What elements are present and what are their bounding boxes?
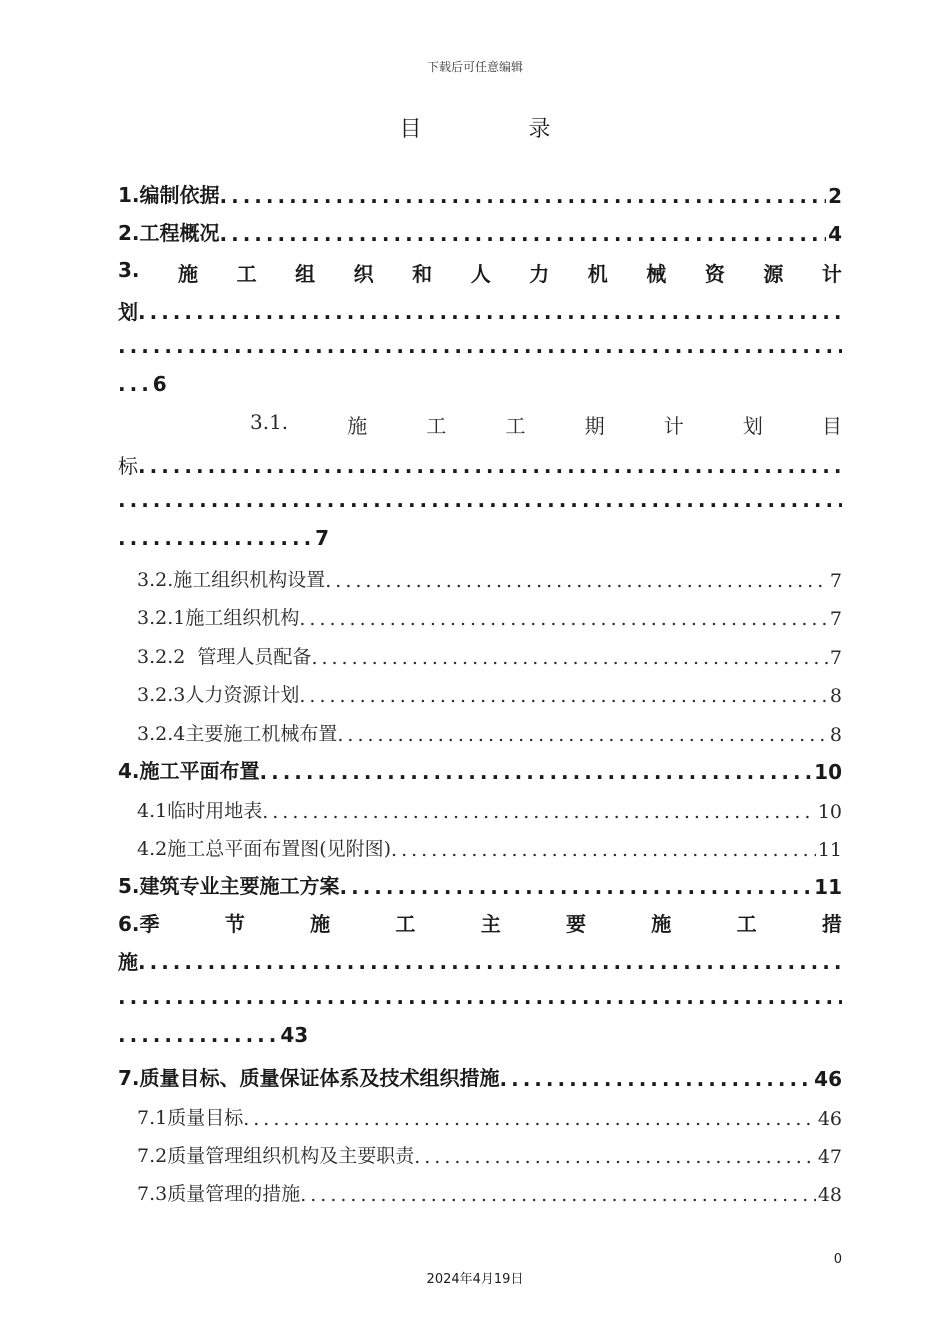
toc-entry-page: 46 <box>817 1108 842 1130</box>
toc-entry-word: 机 <box>587 262 608 286</box>
toc-entry-label: 3.2.2 管理人员配备 <box>137 646 312 668</box>
footer-date: 2024年4月19日 <box>426 1272 524 1287</box>
toc-entry-1[interactable] <box>118 178 842 208</box>
toc-entry-word: 力 <box>529 262 550 286</box>
toc-entry-3-1-line2 <box>118 450 842 480</box>
toc-entry-3-2-2[interactable] <box>118 639 842 669</box>
dot-leader <box>340 875 813 899</box>
toc-entry-word: 工 <box>236 262 257 286</box>
toc-entry-label: 3.2.3人力资源计划 <box>137 684 300 706</box>
toc-entry-word: 措 <box>821 912 842 936</box>
toc-entry-word: 工 <box>736 912 757 936</box>
toc-entry-prefix: 6.季 <box>118 912 160 936</box>
toc-entry-5[interactable] <box>118 869 842 899</box>
toc-entry-3-2-3[interactable] <box>118 677 842 707</box>
toc-entry-word: 和 <box>412 262 433 286</box>
toc-entry-page: 7 <box>829 570 842 592</box>
toc-entry-4[interactable] <box>118 754 842 784</box>
toc-entry-word: 节 <box>224 912 245 936</box>
dot-leader <box>260 760 813 784</box>
dot-leader <box>118 334 842 358</box>
toc-entry-label: 3.2.4主要施工机械布置 <box>137 723 338 745</box>
toc-entry-page: 48 <box>817 1184 842 1206</box>
toc-entry-prefix: 3.1. <box>250 410 289 434</box>
toc-entry-label: 划 <box>118 300 138 324</box>
toc-entry-word: 资 <box>704 262 725 286</box>
toc-entry-page: 10 <box>817 801 842 823</box>
toc-entry-word: 施 <box>651 912 672 936</box>
toc-entry-4-2[interactable] <box>118 831 842 861</box>
toc-entry-page: 7 <box>315 526 330 550</box>
toc-entry-label: 施 <box>118 950 138 974</box>
toc-entry-page: 7 <box>829 647 842 669</box>
toc-entry-word: 计 <box>821 262 842 286</box>
toc-entry-label: 7.质量目标、质量保证体系及技术组织措施 <box>118 1066 500 1090</box>
toc-entry-prefix: 3. <box>118 258 140 282</box>
toc-entry-6[interactable] <box>118 908 842 937</box>
dot-leader: ... <box>118 372 153 396</box>
toc-entry-label: 7.2质量管理组织机构及主要职责 <box>137 1145 415 1167</box>
dot-leader <box>299 685 828 707</box>
toc-entry-word: 施 <box>347 414 368 438</box>
dot-leader <box>500 1067 813 1091</box>
toc-entry-6-line2 <box>118 946 842 976</box>
toc-entry-word: 工 <box>426 414 447 438</box>
toc-entry-7-1[interactable] <box>118 1100 842 1130</box>
toc-entry-label: 7.3质量管理的措施 <box>137 1183 301 1205</box>
toc-entry-word: 划 <box>742 414 763 438</box>
toc-entry-label: 1.编制依据 <box>118 183 220 207</box>
toc-entry-word: 施 <box>178 262 199 286</box>
toc-entry-page: 6 <box>152 372 167 396</box>
toc-entry-2[interactable] <box>118 216 842 246</box>
dot-leader <box>220 184 827 208</box>
dot-leader <box>325 570 828 592</box>
toc-entry-page: 10 <box>814 760 842 784</box>
toc-entry-word: 计 <box>663 414 684 438</box>
toc-entry-word: 工 <box>395 912 416 936</box>
toc-title: 目 录 <box>399 117 601 142</box>
toc-entry-page: 7 <box>829 608 842 630</box>
toc-entry-3-2-1[interactable] <box>118 600 842 630</box>
toc-entry-page: 46 <box>814 1067 842 1091</box>
toc-entry-page: 11 <box>814 875 842 899</box>
toc-entry-word: 主 <box>480 912 501 936</box>
toc-entry-3-1-tail <box>118 526 329 556</box>
toc-entry-3-2[interactable] <box>118 562 842 592</box>
toc-entry-label: 3.2.1施工组织机构 <box>137 607 300 629</box>
toc-entry-4-1[interactable] <box>118 793 842 823</box>
dot-leader-line <box>118 334 842 364</box>
toc-entry-word: 源 <box>763 262 784 286</box>
toc-entry-7-2[interactable] <box>118 1138 842 1168</box>
page-number: 0 <box>833 1252 842 1267</box>
page-header: 下载后可任意编辑 <box>426 60 523 74</box>
toc-entry-word: 械 <box>646 262 667 286</box>
toc-entry-word: 工 <box>505 414 526 438</box>
dot-leader <box>118 985 842 1009</box>
toc-entry-3[interactable] <box>118 258 842 287</box>
toc-entry-word: 要 <box>566 912 586 936</box>
toc-entry-3-line2 <box>118 296 842 326</box>
toc-entry-label: 5.建筑专业主要施工方案 <box>118 874 340 898</box>
toc-entry-label: 标 <box>118 454 138 478</box>
toc-entry-page: 4 <box>828 222 842 246</box>
dot-leader <box>138 950 842 974</box>
toc-entry-page: 8 <box>829 724 842 746</box>
dot-leader <box>337 724 828 746</box>
toc-entry-7[interactable] <box>118 1061 842 1091</box>
toc-entry-label: 7.1质量目标 <box>137 1107 244 1129</box>
dot-leader <box>243 1108 816 1130</box>
toc-entry-page: 43 <box>280 1023 309 1047</box>
toc-entry-page: 47 <box>817 1146 842 1168</box>
toc-entry-word: 人 <box>470 262 491 286</box>
dot-leader: ................. <box>118 526 316 550</box>
dot-leader <box>138 454 842 478</box>
toc-entry-word: 施 <box>310 912 331 936</box>
dot-leader <box>262 801 816 823</box>
toc-entry-label: 3.2.施工组织机构设置 <box>137 569 326 591</box>
dot-leader <box>414 1146 816 1168</box>
dot-leader-line <box>118 488 842 518</box>
dot-leader: .............. <box>118 1023 281 1047</box>
toc-entry-6-tail <box>118 1023 308 1053</box>
toc-entry-label: 4.1临时用地表 <box>137 800 263 822</box>
dot-leader <box>118 488 842 512</box>
dot-leader-line <box>118 985 842 1015</box>
toc-entry-label: 4.施工平面布置 <box>118 759 260 783</box>
toc-entry-page: 2 <box>828 184 842 208</box>
toc-entry-word: 织 <box>353 262 374 286</box>
dot-leader <box>391 839 816 861</box>
dot-leader <box>220 222 827 246</box>
dot-leader <box>138 300 842 324</box>
toc-entry-page: 11 <box>817 839 842 861</box>
toc-entry-word: 组 <box>295 262 316 286</box>
toc-entry-word: 目 <box>821 414 842 438</box>
toc-entry-word: 期 <box>584 414 605 438</box>
toc-entry-3-1[interactable] <box>250 410 842 439</box>
dot-leader <box>300 1184 816 1206</box>
dot-leader <box>299 608 828 630</box>
toc-entry-label: 2.工程概况 <box>118 221 220 245</box>
toc-entry-label: 4.2施工总平面布置图(见附图) <box>137 838 392 860</box>
toc-entry-3-2-4[interactable] <box>118 716 842 746</box>
toc-entry-3-tail <box>118 372 167 402</box>
toc-entry-page: 8 <box>829 685 842 707</box>
toc-entry-7-3[interactable] <box>118 1176 842 1206</box>
dot-leader <box>311 647 827 669</box>
